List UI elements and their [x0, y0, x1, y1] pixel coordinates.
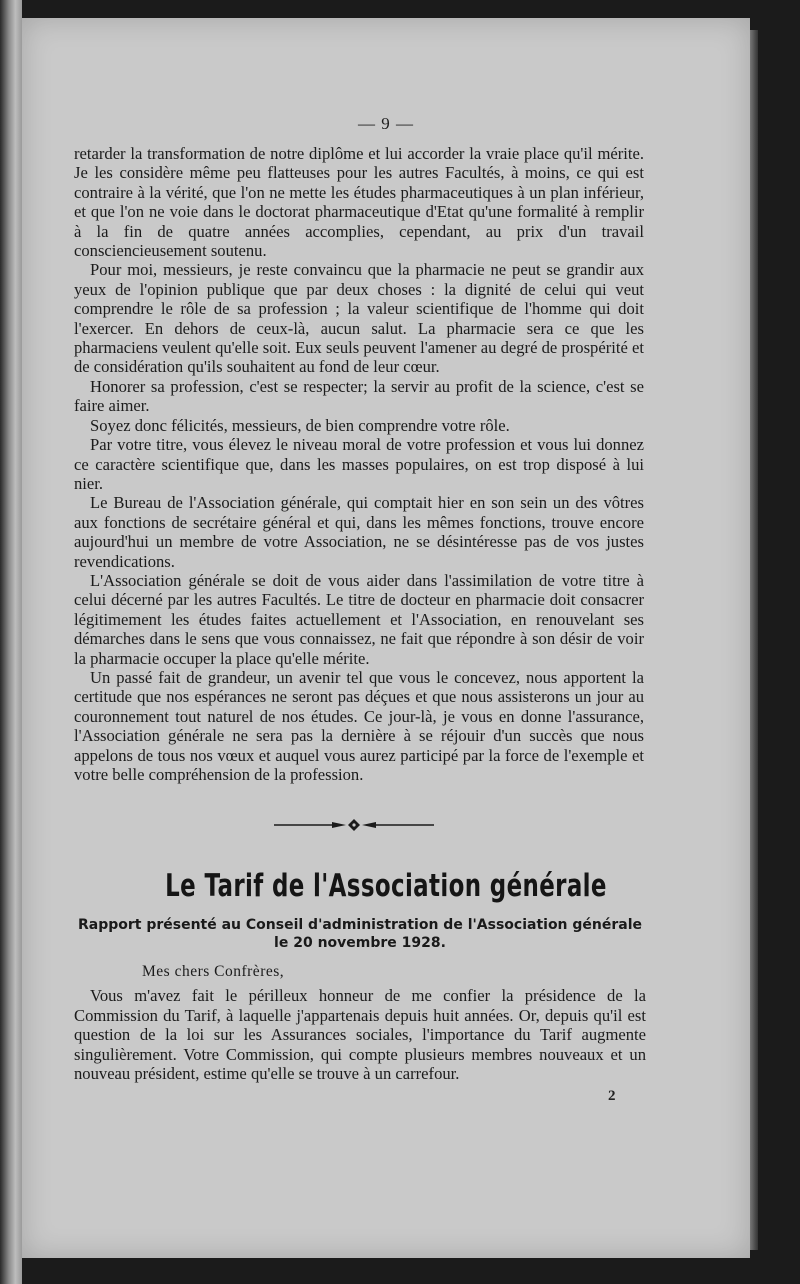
report-paragraph: Vous m'avez fait le périlleux honneur de me confier la présidence de la Commission du Tarif, à laquelle j'appartenais depuis huit années. Or, depuis qu'il est question de la loi sur les Assurances sociales, l'importance du Tarif augmente singulièrement. Votre Commission, qui compte plusieurs membres nouveaux et un nouveau président, estime qu'elle se trouve à un carrefour.	[74, 986, 646, 1084]
paragraph: Par votre titre, vous élevez le niveau moral de votre profession et vous lui donnez ce caractère scientifique que, dans les masses populaires, on est trop disposé à lui nier.	[74, 435, 644, 493]
subheading-date: le 20 novembre 1928.	[274, 935, 446, 951]
section-heading: Le Tarif de l'Association générale	[165, 868, 607, 904]
page-number: — 9 —	[358, 114, 414, 133]
subheading-line: Rapport présenté au Conseil d'administration de l'Association générale	[77, 917, 643, 933]
section-divider-ornament	[274, 818, 434, 832]
document-page	[22, 18, 750, 1258]
paragraph: retarder la transformation de notre diplôme et lui accorder la vraie place qu'il mérite. Je les considère même peu flatteuses pour les autres Facultés, à moins, ce qui est contraire à la vérité, que l'on ne mette les études pharmaceutiques à un plan inférieur, et que l'on ne voie dans le doctorat pharmaceutique d'Etat qu'une formalité à remplir à la fin de quatre années accomplies, cependant, au prix d'un travail consciencieusement soutenu.	[74, 144, 644, 261]
page-edge	[750, 30, 758, 1250]
book-spine	[0, 0, 22, 1284]
paragraph: Soyez donc félicités, messieurs, de bien comprendre votre rôle.	[90, 415, 510, 435]
paragraph: Un passé fait de grandeur, un avenir tel que vous le concevez, nous apportent la certitude que nos espérances ne seront pas déçues et que nous assisterons un jour au couronnement tout naturel de nos études. Ce jour-là, je vous en donne l'assurance, l'Association générale ne sera pas la dernière à se réjouir d'un succès que nous appelons de tous nos vœux et auquel vous aurez participé par la force de l'exemple et votre belle compréhension de la profession.	[74, 667, 644, 784]
salutation: Mes chers Confrères,	[142, 963, 285, 980]
paragraph: Le Bureau de l'Association générale, qui comptait hier en son sein un des vôtres aux fonctions de secrétaire général et qui, dans les mêmes fonctions, trouve encore aujourd'hui un membre de votre Association, ne se désintéresse pas de vos justes revendications.	[74, 493, 644, 571]
paragraph: L'Association générale se doit de vous aider dans l'assimilation de votre titre à celui décerné par les autres Facultés. Le titre de docteur en pharmacie doit consacrer légitimement les études faites actuellement et l'Association, en renouvelant ses démarches dans le sens que vous connaissez, ne fait que répondre à son désir de voir la pharmacie occuper la place qu'elle mérite.	[74, 570, 644, 668]
body-text	[74, 144, 644, 784]
signature-mark: 2	[608, 1088, 616, 1104]
paragraph: Pour moi, messieurs, je reste convaincu que la pharmacie ne peut se grandir aux yeux de l'opinion publique que par deux choses : la dignité de celui qui veut comprendre le rôle de sa profession ; la valeur scientifique de l'homme qui doit l'exercer. En dehors de ceux-là, aucun salut. La pharmacie sera ce que les pharmaciens veulent qu'elle soit. Eux seuls peuvent l'amener au degré de prospérité et de considération qu'ils souhaitent au fond de leur cœur.	[74, 260, 644, 377]
paragraph: Honorer sa profession, c'est se respecter; la servir au profit de la science, c'est se faire aimer.	[74, 376, 644, 416]
report-subheading	[74, 916, 646, 952]
